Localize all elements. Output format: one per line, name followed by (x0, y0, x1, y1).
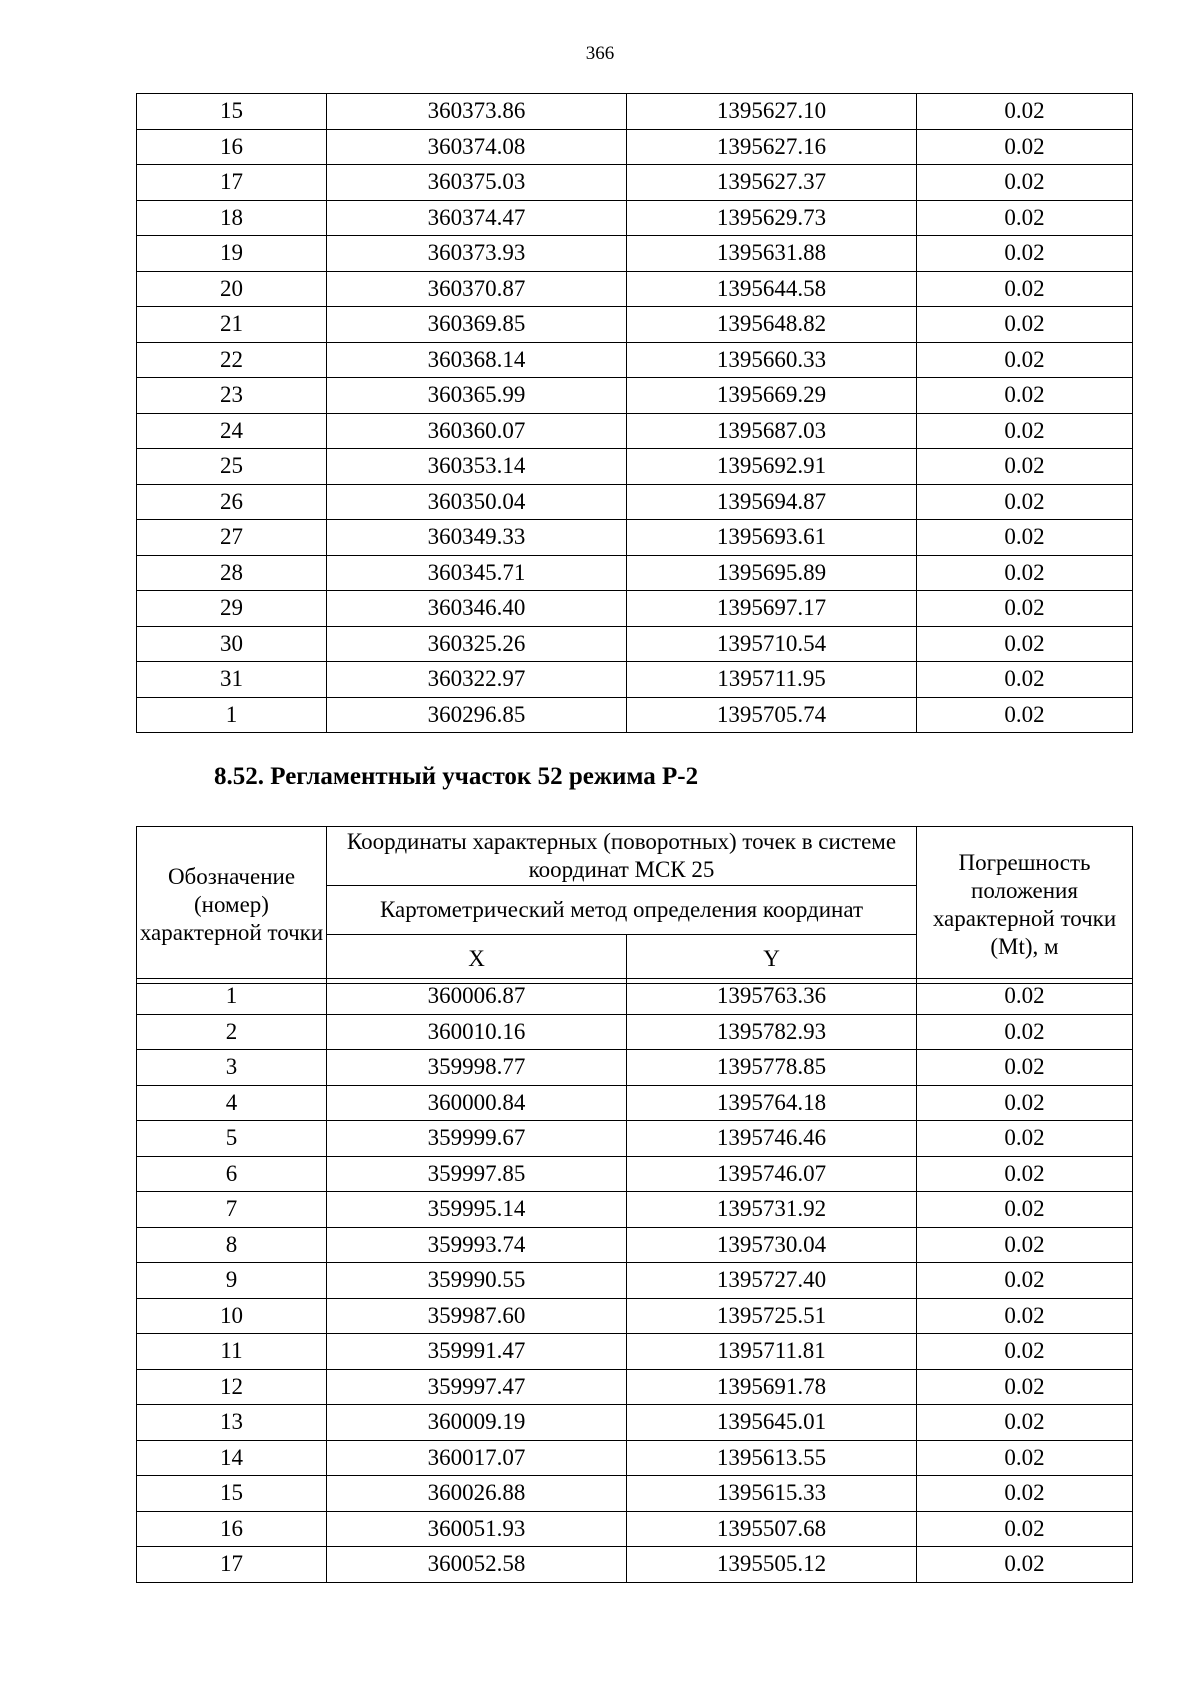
table-row (137, 697, 1133, 733)
point-number-cell: 8 (137, 1227, 327, 1263)
table-row (137, 1263, 1133, 1299)
error-cell: 0.02 (917, 271, 1133, 307)
error-cell: 0.02 (917, 1298, 1133, 1334)
point-number-cell: 13 (137, 1405, 327, 1441)
x-coordinate-cell: 359997.85 (327, 1156, 627, 1192)
section-heading: 8.52. Регламентный участок 52 режима Р-2 (214, 763, 699, 790)
table-row (137, 1085, 1133, 1121)
point-number-cell: 15 (137, 94, 327, 130)
x-coordinate-cell: 360346.40 (327, 591, 627, 627)
y-coordinate-cell: 1395697.17 (627, 591, 917, 627)
y-coordinate-cell: 1395764.18 (627, 1085, 917, 1121)
x-coordinate-cell: 359999.67 (327, 1121, 627, 1157)
point-number-cell: 19 (137, 236, 327, 272)
y-coordinate-cell: 1395725.51 (627, 1298, 917, 1334)
point-number-cell: 21 (137, 307, 327, 343)
point-number-cell: 15 (137, 1476, 327, 1512)
point-number-cell: 7 (137, 1192, 327, 1228)
x-coordinate-cell: 360017.07 (327, 1440, 627, 1476)
error-cell: 0.02 (917, 1227, 1133, 1263)
error-cell: 0.02 (917, 1476, 1133, 1512)
x-coordinate-cell: 359991.47 (327, 1334, 627, 1370)
y-coordinate-cell: 1395615.33 (627, 1476, 917, 1512)
table-row (137, 342, 1133, 378)
x-coordinate-cell: 360026.88 (327, 1476, 627, 1512)
table-row (137, 979, 1133, 1015)
x-coordinate-cell: 360051.93 (327, 1511, 627, 1547)
x-coordinate-cell: 359998.77 (327, 1050, 627, 1086)
error-cell: 0.02 (917, 413, 1133, 449)
y-coordinate-cell: 1395695.89 (627, 555, 917, 591)
error-cell: 0.02 (917, 129, 1133, 165)
x-coordinate-cell: 360010.16 (327, 1014, 627, 1050)
y-coordinate-cell: 1395627.37 (627, 165, 917, 201)
point-number-cell: 31 (137, 662, 327, 698)
point-number-cell: 27 (137, 520, 327, 556)
header-x: X (327, 935, 627, 984)
point-number-cell: 26 (137, 484, 327, 520)
point-number-cell: 12 (137, 1369, 327, 1405)
error-cell: 0.02 (917, 555, 1133, 591)
table-row (137, 520, 1133, 556)
y-coordinate-cell: 1395694.87 (627, 484, 917, 520)
y-coordinate-cell: 1395645.01 (627, 1405, 917, 1441)
point-number-cell: 3 (137, 1050, 327, 1086)
x-coordinate-cell: 360349.33 (327, 520, 627, 556)
y-coordinate-cell: 1395629.73 (627, 200, 917, 236)
point-number-cell: 1 (137, 979, 327, 1015)
error-cell: 0.02 (917, 1263, 1133, 1299)
table-row (137, 1156, 1133, 1192)
table-row (137, 1334, 1133, 1370)
point-number-cell: 29 (137, 591, 327, 627)
y-coordinate-cell: 1395711.81 (627, 1334, 917, 1370)
x-coordinate-cell: 360353.14 (327, 449, 627, 485)
point-number-cell: 2 (137, 1014, 327, 1050)
point-number-cell: 25 (137, 449, 327, 485)
table-row (137, 484, 1133, 520)
x-coordinate-cell: 360009.19 (327, 1405, 627, 1441)
table-row (137, 1547, 1133, 1583)
x-coordinate-cell: 360345.71 (327, 555, 627, 591)
point-number-cell: 22 (137, 342, 327, 378)
y-coordinate-cell: 1395692.91 (627, 449, 917, 485)
y-coordinate-cell: 1395763.36 (627, 979, 917, 1015)
point-number-cell: 16 (137, 129, 327, 165)
table-row (137, 555, 1133, 591)
x-coordinate-cell: 360006.87 (327, 979, 627, 1015)
error-cell: 0.02 (917, 236, 1133, 272)
y-coordinate-cell: 1395669.29 (627, 378, 917, 414)
y-coordinate-cell: 1395746.07 (627, 1156, 917, 1192)
coordinates-table-continued (136, 93, 1133, 733)
error-cell: 0.02 (917, 520, 1133, 556)
page-number: 366 (585, 43, 615, 64)
y-coordinate-cell: 1395710.54 (627, 626, 917, 662)
table-row (137, 94, 1133, 130)
y-coordinate-cell: 1395660.33 (627, 342, 917, 378)
point-number-cell: 23 (137, 378, 327, 414)
table-row (137, 1227, 1133, 1263)
point-number-cell: 1 (137, 697, 327, 733)
error-cell: 0.02 (917, 165, 1133, 201)
x-coordinate-cell: 360325.26 (327, 626, 627, 662)
error-cell: 0.02 (917, 1014, 1133, 1050)
error-cell: 0.02 (917, 1121, 1133, 1157)
table-row (137, 1369, 1133, 1405)
table-row (137, 1440, 1133, 1476)
header-coords-system: Координаты характерных (поворотных) точек в системе координат МСК 25 (327, 827, 917, 886)
header-error: Погрешность положения характерной точки (Mt), м (917, 827, 1133, 984)
table-row (137, 1121, 1133, 1157)
y-coordinate-cell: 1395730.04 (627, 1227, 917, 1263)
y-coordinate-cell: 1395505.12 (627, 1547, 917, 1583)
x-coordinate-cell: 360365.99 (327, 378, 627, 414)
error-cell: 0.02 (917, 1369, 1133, 1405)
x-coordinate-cell: 360373.93 (327, 236, 627, 272)
error-cell: 0.02 (917, 1050, 1133, 1086)
table-row (137, 413, 1133, 449)
error-cell: 0.02 (917, 626, 1133, 662)
error-cell: 0.02 (917, 662, 1133, 698)
table-row (137, 1298, 1133, 1334)
point-number-cell: 24 (137, 413, 327, 449)
error-cell: 0.02 (917, 378, 1133, 414)
y-coordinate-cell: 1395705.74 (627, 697, 917, 733)
x-coordinate-cell: 360375.03 (327, 165, 627, 201)
error-cell: 0.02 (917, 1156, 1133, 1192)
x-coordinate-cell: 360369.85 (327, 307, 627, 343)
table-row (137, 129, 1133, 165)
y-coordinate-cell: 1395778.85 (627, 1050, 917, 1086)
x-coordinate-cell: 359995.14 (327, 1192, 627, 1228)
table-row (137, 236, 1133, 272)
point-number-cell: 6 (137, 1156, 327, 1192)
y-coordinate-cell: 1395648.82 (627, 307, 917, 343)
x-coordinate-cell: 360000.84 (327, 1085, 627, 1121)
table-row (137, 200, 1133, 236)
error-cell: 0.02 (917, 979, 1133, 1015)
y-coordinate-cell: 1395711.95 (627, 662, 917, 698)
table-row (137, 1050, 1133, 1086)
header-method: Картометрический метод определения координат (327, 886, 917, 935)
table-row (137, 626, 1133, 662)
table-row (137, 1014, 1133, 1050)
point-number-cell: 28 (137, 555, 327, 591)
y-coordinate-cell: 1395691.78 (627, 1369, 917, 1405)
point-number-cell: 18 (137, 200, 327, 236)
x-coordinate-cell: 360360.07 (327, 413, 627, 449)
point-number-cell: 30 (137, 626, 327, 662)
error-cell: 0.02 (917, 1334, 1133, 1370)
error-cell: 0.02 (917, 484, 1133, 520)
y-coordinate-cell: 1395631.88 (627, 236, 917, 272)
table-row (137, 271, 1133, 307)
error-cell: 0.02 (917, 342, 1133, 378)
y-coordinate-cell: 1395627.16 (627, 129, 917, 165)
table-row (137, 165, 1133, 201)
y-coordinate-cell: 1395727.40 (627, 1263, 917, 1299)
x-coordinate-cell: 360374.08 (327, 129, 627, 165)
x-coordinate-cell: 360368.14 (327, 342, 627, 378)
y-coordinate-cell: 1395613.55 (627, 1440, 917, 1476)
error-cell: 0.02 (917, 1085, 1133, 1121)
y-coordinate-cell: 1395627.10 (627, 94, 917, 130)
coordinates-table (136, 978, 1133, 1583)
y-coordinate-cell: 1395693.61 (627, 520, 917, 556)
error-cell: 0.02 (917, 1192, 1133, 1228)
error-cell: 0.02 (917, 1511, 1133, 1547)
table-row (137, 1405, 1133, 1441)
coordinates-table-header (136, 826, 1133, 984)
point-number-cell: 11 (137, 1334, 327, 1370)
error-cell: 0.02 (917, 449, 1133, 485)
x-coordinate-cell: 360322.97 (327, 662, 627, 698)
error-cell: 0.02 (917, 1547, 1133, 1583)
x-coordinate-cell: 360374.47 (327, 200, 627, 236)
y-coordinate-cell: 1395687.03 (627, 413, 917, 449)
table-body (137, 979, 1133, 1583)
x-coordinate-cell: 360296.85 (327, 697, 627, 733)
point-number-cell: 17 (137, 1547, 327, 1583)
table-row (137, 662, 1133, 698)
y-coordinate-cell: 1395644.58 (627, 271, 917, 307)
header-y: Y (627, 935, 917, 984)
table-row (137, 1192, 1133, 1228)
table-row (137, 307, 1133, 343)
point-number-cell: 16 (137, 1511, 327, 1547)
x-coordinate-cell: 360052.58 (327, 1547, 627, 1583)
table-row (137, 1476, 1133, 1512)
y-coordinate-cell: 1395782.93 (627, 1014, 917, 1050)
error-cell: 0.02 (917, 697, 1133, 733)
header-designation: Обозначение (номер) характерной точки (137, 827, 327, 984)
error-cell: 0.02 (917, 307, 1133, 343)
point-number-cell: 20 (137, 271, 327, 307)
point-number-cell: 4 (137, 1085, 327, 1121)
x-coordinate-cell: 360373.86 (327, 94, 627, 130)
table-row (137, 1511, 1133, 1547)
error-cell: 0.02 (917, 591, 1133, 627)
x-coordinate-cell: 360350.04 (327, 484, 627, 520)
error-cell: 0.02 (917, 94, 1133, 130)
point-number-cell: 5 (137, 1121, 327, 1157)
error-cell: 0.02 (917, 200, 1133, 236)
x-coordinate-cell: 359997.47 (327, 1369, 627, 1405)
y-coordinate-cell: 1395507.68 (627, 1511, 917, 1547)
x-coordinate-cell: 359990.55 (327, 1263, 627, 1299)
point-number-cell: 9 (137, 1263, 327, 1299)
x-coordinate-cell: 360370.87 (327, 271, 627, 307)
y-coordinate-cell: 1395746.46 (627, 1121, 917, 1157)
error-cell: 0.02 (917, 1405, 1133, 1441)
point-number-cell: 10 (137, 1298, 327, 1334)
x-coordinate-cell: 359987.60 (327, 1298, 627, 1334)
x-coordinate-cell: 359993.74 (327, 1227, 627, 1263)
table-row (137, 591, 1133, 627)
y-coordinate-cell: 1395731.92 (627, 1192, 917, 1228)
point-number-cell: 17 (137, 165, 327, 201)
table-row (137, 449, 1133, 485)
error-cell: 0.02 (917, 1440, 1133, 1476)
table-row (137, 378, 1133, 414)
point-number-cell: 14 (137, 1440, 327, 1476)
table-body (137, 94, 1133, 733)
